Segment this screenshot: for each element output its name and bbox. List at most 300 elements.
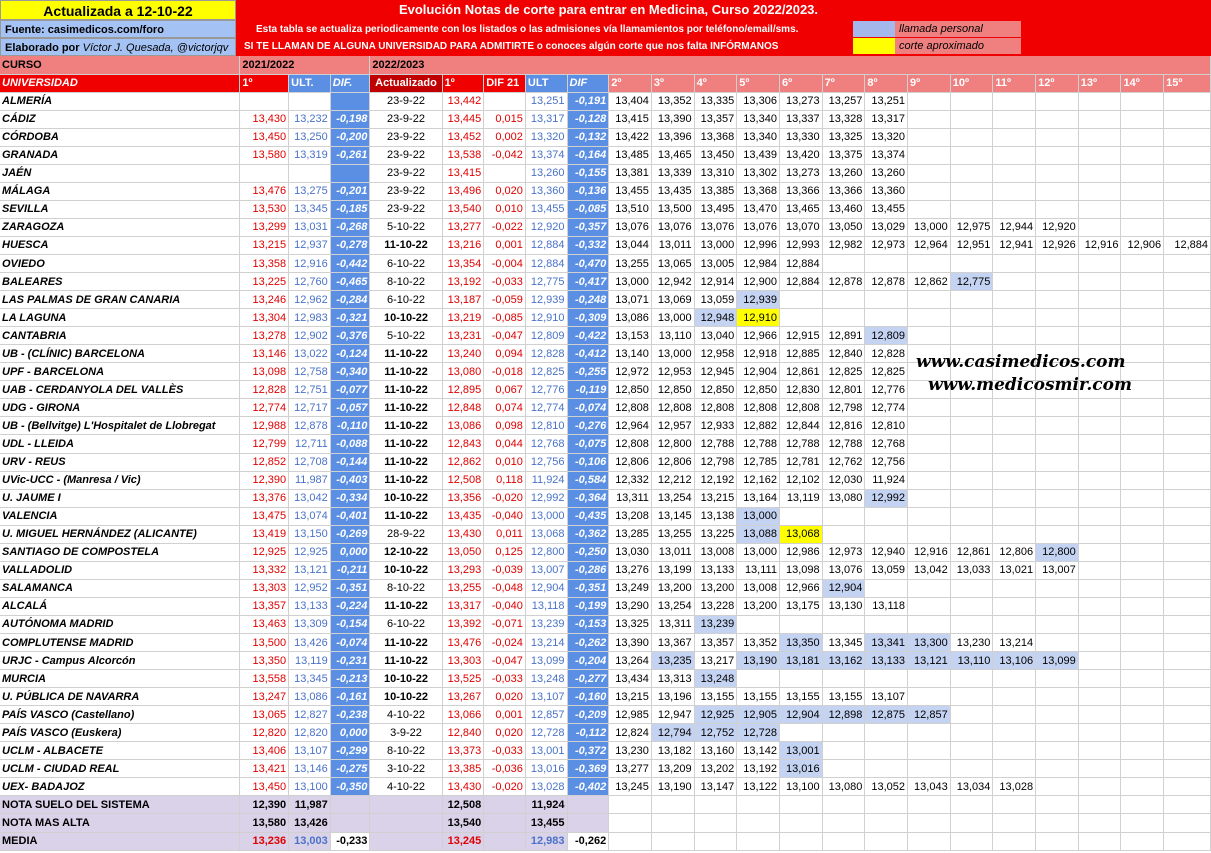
- cut-value: 12,985: [609, 706, 652, 724]
- cut-value: [1164, 724, 1211, 742]
- prev-first-cut: 13,098: [240, 363, 289, 381]
- cut-value: 12,915: [779, 327, 822, 345]
- cut-value: [993, 291, 1036, 309]
- curr-last-cut: 13,360: [525, 182, 567, 200]
- cut-value: 13,155: [694, 688, 737, 706]
- diff-vs-21: 0,074: [484, 399, 526, 417]
- cut-value: 12,785: [737, 453, 780, 471]
- updated-date: 10-10-22: [370, 489, 442, 507]
- cut-value: 12,102: [779, 471, 822, 489]
- cut-value: 12,862: [908, 273, 951, 291]
- cut-value: [1036, 164, 1079, 182]
- cut-value: [950, 615, 993, 633]
- curr-last-cut: 13,260: [525, 164, 567, 182]
- cut-value: [993, 615, 1036, 633]
- cut-value: 12,884: [779, 255, 822, 273]
- summary-empty: [993, 832, 1036, 850]
- prev-first-cut: 13,278: [240, 327, 289, 345]
- table-row: [0, 146, 1211, 164]
- cut-value: [1121, 146, 1164, 164]
- cut-value: 12,905: [737, 706, 780, 724]
- cut-value: [1164, 670, 1211, 688]
- cut-value: [865, 724, 908, 742]
- summary-empty: [1121, 814, 1164, 832]
- table-row: [0, 525, 1211, 543]
- cut-value: 13,076: [609, 218, 652, 236]
- university-name: PAÍS VASCO (Euskera): [0, 724, 240, 742]
- prev-diff: -0,275: [330, 760, 370, 778]
- cut-value: [779, 670, 822, 688]
- cut-value: 13,008: [694, 543, 737, 561]
- prev-diff: -0,077: [330, 381, 370, 399]
- curr-diff: -0,332: [567, 236, 609, 254]
- cut-value: [1121, 724, 1164, 742]
- cut-value: 13,404: [609, 92, 652, 110]
- cut-value: 13,147: [694, 778, 737, 796]
- cut-value: 13,200: [694, 579, 737, 597]
- cut-value: [1121, 543, 1164, 561]
- curr-last-cut: 12,810: [525, 417, 567, 435]
- table-row: [0, 724, 1211, 742]
- cut-value: 12,828: [865, 345, 908, 363]
- cut-value: 13,255: [609, 255, 652, 273]
- curr-first-cut: 13,430: [442, 778, 484, 796]
- prev-first-cut: 13,430: [240, 110, 289, 128]
- updated-date: 11-10-22: [370, 652, 442, 670]
- cut-value: 12,825: [822, 363, 865, 381]
- updated-date: 11-10-22: [370, 507, 442, 525]
- cut-value: [993, 688, 1036, 706]
- updated-date: 11-10-22: [370, 634, 442, 652]
- cut-value: 13,396: [651, 128, 694, 146]
- cut-value: [865, 255, 908, 273]
- cut-value: 13,106: [993, 652, 1036, 670]
- cut-value: 13,340: [737, 128, 780, 146]
- table-row: [0, 273, 1211, 291]
- table-row: [0, 309, 1211, 327]
- prev-first-cut: 13,358: [240, 255, 289, 273]
- summary-empty: [609, 796, 652, 814]
- cut-value: [1121, 706, 1164, 724]
- cut-value: [1078, 200, 1121, 218]
- cut-value: 13,345: [822, 634, 865, 652]
- table-row: [0, 579, 1211, 597]
- legend-swatch-personal: [853, 21, 895, 37]
- summary-empty: [865, 832, 908, 850]
- curr-diff: -0,422: [567, 327, 609, 345]
- updated-date: 11-10-22: [370, 381, 442, 399]
- cut-value: 13,254: [651, 489, 694, 507]
- cut-value: 13,196: [651, 688, 694, 706]
- prev-first-cut: 13,146: [240, 345, 289, 363]
- cut-value: [1078, 110, 1121, 128]
- table-row: [0, 543, 1211, 561]
- table-row: [0, 200, 1211, 218]
- diff-vs-21: -0,059: [484, 291, 526, 309]
- prev-first-cut: 12,390: [240, 471, 289, 489]
- cut-value: [950, 706, 993, 724]
- cut-value: [1078, 507, 1121, 525]
- column-header: 2º: [609, 74, 652, 92]
- cut-value: [1121, 164, 1164, 182]
- prev-diff: -0,088: [330, 435, 370, 453]
- curr-diff: -0,199: [567, 597, 609, 615]
- watermark-line-1: www.casimedicos.com: [916, 352, 1126, 372]
- curr-last-cut: 13,251: [525, 92, 567, 110]
- cut-value: 13,200: [651, 579, 694, 597]
- prev-last-cut: 13,250: [289, 128, 331, 146]
- cut-value: 13,001: [779, 742, 822, 760]
- prev-first-cut: [240, 92, 289, 110]
- summary-row: [0, 832, 1211, 850]
- curr-first-cut: 13,240: [442, 345, 484, 363]
- prev-diff: -0,198: [330, 110, 370, 128]
- cut-value: [950, 597, 993, 615]
- table-row: [0, 453, 1211, 471]
- cut-value: 13,080: [822, 778, 865, 796]
- cut-value: 13,209: [651, 760, 694, 778]
- cut-value: 13,306: [737, 92, 780, 110]
- cut-value: 13,485: [609, 146, 652, 164]
- cut-value: [950, 309, 993, 327]
- cut-value: 12,885: [779, 345, 822, 363]
- cut-value: 13,202: [694, 760, 737, 778]
- cut-value: 12,808: [737, 399, 780, 417]
- cut-value: [1078, 291, 1121, 309]
- prev-diff: -0,284: [330, 291, 370, 309]
- curr-last-cut: 13,317: [525, 110, 567, 128]
- cut-value: 13,439: [737, 146, 780, 164]
- cut-value: [993, 435, 1036, 453]
- cut-value: 13,230: [609, 742, 652, 760]
- cut-value: [1164, 182, 1211, 200]
- curr-first-cut: 13,277: [442, 218, 484, 236]
- cut-value: 13,052: [865, 778, 908, 796]
- summary-empty: [694, 814, 737, 832]
- cut-value: [1164, 543, 1211, 561]
- cut-value: [1078, 579, 1121, 597]
- prev-first-cut: 13,476: [240, 182, 289, 200]
- diff-vs-21: -0,048: [484, 579, 526, 597]
- cut-value: [993, 525, 1036, 543]
- curr-last-cut: 12,939: [525, 291, 567, 309]
- cut-value: 12,781: [779, 453, 822, 471]
- summary-curr-first: 13,540: [442, 814, 484, 832]
- university-name: UCLM - CIUDAD REAL: [0, 760, 240, 778]
- cut-value: [1164, 218, 1211, 236]
- prev-last-cut: 13,042: [289, 489, 331, 507]
- university-name: SEVILLA: [0, 200, 240, 218]
- cut-value: [1121, 200, 1164, 218]
- curr-diff: -0,250: [567, 543, 609, 561]
- cut-value: 13,320: [865, 128, 908, 146]
- cut-value: 12,916: [908, 543, 951, 561]
- diff-vs-21: -0,071: [484, 615, 526, 633]
- summary-row: [0, 814, 1211, 832]
- cut-value: 12,948: [694, 309, 737, 327]
- cut-value: [1121, 634, 1164, 652]
- cut-value: [1078, 561, 1121, 579]
- updated-date: 23-9-22: [370, 110, 442, 128]
- cut-value: 12,972: [609, 363, 652, 381]
- curr-last-cut: 12,920: [525, 218, 567, 236]
- cut-value: [779, 507, 822, 525]
- cut-value: 12,212: [651, 471, 694, 489]
- prev-last-cut: 12,760: [289, 273, 331, 291]
- cut-value: [993, 309, 1036, 327]
- cut-value: 13,357: [694, 634, 737, 652]
- cut-value: 13,007: [1036, 561, 1079, 579]
- cut-value: [1078, 760, 1121, 778]
- cut-value: [1036, 435, 1079, 453]
- cut-value: 12,788: [694, 435, 737, 453]
- cut-value: 13,043: [908, 778, 951, 796]
- cut-value: [950, 489, 993, 507]
- updated-date: 3-9-22: [370, 724, 442, 742]
- updated-date: 23-9-22: [370, 200, 442, 218]
- cut-value: 12,982: [822, 236, 865, 254]
- cut-value: 13,088: [737, 525, 780, 543]
- updated-badge: Actualizada a 12-10-22: [0, 0, 236, 20]
- cut-value: [1078, 218, 1121, 236]
- cut-value: 12,898: [822, 706, 865, 724]
- cut-value: 13,070: [779, 218, 822, 236]
- summary-empty: [609, 814, 652, 832]
- cut-value: [1121, 597, 1164, 615]
- cut-value: 12,192: [694, 471, 737, 489]
- summary-prev-first: 13,580: [240, 814, 289, 832]
- cut-value: 13,248: [694, 670, 737, 688]
- curr-first-cut: 13,452: [442, 128, 484, 146]
- cut-value: [1078, 309, 1121, 327]
- cut-value: 12,752: [694, 724, 737, 742]
- diff-vs-21: 0,125: [484, 543, 526, 561]
- prev-first-cut: 13,376: [240, 489, 289, 507]
- summary-empty: [484, 796, 526, 814]
- cut-value: 13,374: [865, 146, 908, 164]
- diff-vs-21: 0,094: [484, 345, 526, 363]
- cut-value: 12,940: [865, 543, 908, 561]
- cut-value: 13,098: [779, 561, 822, 579]
- curr-last-cut: 13,099: [525, 652, 567, 670]
- cut-value: [822, 507, 865, 525]
- cut-value: 12,808: [651, 399, 694, 417]
- cut-value: 13,071: [609, 291, 652, 309]
- cut-value: 13,215: [694, 489, 737, 507]
- summary-empty: [993, 796, 1036, 814]
- prev-diff: -0,154: [330, 615, 370, 633]
- cut-value: [1164, 309, 1211, 327]
- prev-first-cut: 13,304: [240, 309, 289, 327]
- prev-first-cut: 13,500: [240, 634, 289, 652]
- cut-value: [1121, 291, 1164, 309]
- cut-value: 13,182: [651, 742, 694, 760]
- cut-value: 13,175: [779, 597, 822, 615]
- cut-value: 13,164: [737, 489, 780, 507]
- summary-empty: [651, 796, 694, 814]
- summary-empty: [1036, 832, 1079, 850]
- table-row: [0, 236, 1211, 254]
- table-row: [0, 652, 1211, 670]
- cut-value: [1164, 525, 1211, 543]
- university-name: U. PÚBLICA DE NAVARRA: [0, 688, 240, 706]
- curr-first-cut: 13,066: [442, 706, 484, 724]
- cut-value: [1078, 543, 1121, 561]
- cut-value: 12,973: [822, 543, 865, 561]
- summary-prev-diff: -0,233: [330, 832, 370, 850]
- cut-value: [1078, 615, 1121, 633]
- curr-last-cut: 11,924: [525, 471, 567, 489]
- university-name: URV - REUS: [0, 453, 240, 471]
- cut-value: [908, 128, 951, 146]
- cut-value: 13,110: [651, 327, 694, 345]
- cut-value: [822, 670, 865, 688]
- cut-value: [993, 128, 1036, 146]
- cut-value: 13,000: [908, 218, 951, 236]
- curr-last-cut: 12,884: [525, 236, 567, 254]
- cut-value: 13,260: [822, 164, 865, 182]
- summary-empty: [1164, 832, 1211, 850]
- cut-value: [908, 182, 951, 200]
- cut-value: 13,325: [822, 128, 865, 146]
- cut-value: [865, 507, 908, 525]
- cut-value: [1164, 200, 1211, 218]
- cut-value: 13,435: [651, 182, 694, 200]
- cut-value: [822, 309, 865, 327]
- prev-diff: -0,238: [330, 706, 370, 724]
- cut-value: 12,942: [651, 273, 694, 291]
- prev-last-cut: 12,751: [289, 381, 331, 399]
- cut-value: 13,111: [737, 561, 780, 579]
- cut-value: 13,339: [651, 164, 694, 182]
- prev-last-cut: 13,121: [289, 561, 331, 579]
- cut-value: [950, 724, 993, 742]
- cut-value: 13,325: [609, 615, 652, 633]
- updated-date: 11-10-22: [370, 236, 442, 254]
- curr-last-cut: 13,107: [525, 688, 567, 706]
- curr-first-cut: 12,843: [442, 435, 484, 453]
- cut-value: 13,328: [822, 110, 865, 128]
- curr-diff: -0,155: [567, 164, 609, 182]
- cut-value: 12,964: [609, 417, 652, 435]
- cut-value: 12,728: [737, 724, 780, 742]
- prev-diff: -0,185: [330, 200, 370, 218]
- diff-vs-21: 0,011: [484, 525, 526, 543]
- prev-last-cut: 13,426: [289, 634, 331, 652]
- cut-value: 13,352: [651, 92, 694, 110]
- cut-value: [1164, 760, 1211, 778]
- summary-empty: [1164, 796, 1211, 814]
- column-header: 10º: [950, 74, 993, 92]
- cut-value: 12,986: [779, 543, 822, 561]
- cut-value: [822, 525, 865, 543]
- cut-value: [950, 92, 993, 110]
- prev-diff: -0,211: [330, 561, 370, 579]
- cut-value: 13,155: [779, 688, 822, 706]
- cut-value: [1078, 724, 1121, 742]
- cut-value: 13,239: [694, 615, 737, 633]
- cut-value: 12,030: [822, 471, 865, 489]
- updated-date: 5-10-22: [370, 327, 442, 345]
- prev-diff: -0,201: [330, 182, 370, 200]
- cut-value: [1036, 471, 1079, 489]
- cut-value: [993, 399, 1036, 417]
- cut-value: 12,810: [865, 417, 908, 435]
- summary-curr-first: 12,508: [442, 796, 484, 814]
- cut-value: 13,317: [865, 110, 908, 128]
- cut-value: [950, 525, 993, 543]
- prev-diff: [330, 164, 370, 182]
- prev-diff: -0,144: [330, 453, 370, 471]
- cut-value: 12,975: [950, 218, 993, 236]
- cut-value: [822, 742, 865, 760]
- table-row: [0, 255, 1211, 273]
- summary-curr-diff: [567, 796, 609, 814]
- curr-last-cut: 13,455: [525, 200, 567, 218]
- cut-value: [908, 489, 951, 507]
- cut-value: [1036, 597, 1079, 615]
- column-header: 13º: [1078, 74, 1121, 92]
- cut-value: 13,145: [651, 507, 694, 525]
- cut-value: 13,390: [651, 110, 694, 128]
- cut-value: 12,774: [865, 399, 908, 417]
- curso-row: [0, 56, 1211, 74]
- cut-value: [1036, 489, 1079, 507]
- cut-value: 13,086: [609, 309, 652, 327]
- cut-value: 13,257: [822, 92, 865, 110]
- column-header: 1º: [442, 74, 484, 92]
- cut-value: 13,302: [737, 164, 780, 182]
- curr-first-cut: 13,086: [442, 417, 484, 435]
- cut-value: 13,375: [822, 146, 865, 164]
- summary-empty: [779, 796, 822, 814]
- cut-value: [993, 670, 1036, 688]
- updated-date: 12-10-22: [370, 543, 442, 561]
- cut-value: 12,798: [694, 453, 737, 471]
- cut-value: 13,367: [651, 634, 694, 652]
- cut-value: 13,273: [779, 164, 822, 182]
- cut-value: [993, 255, 1036, 273]
- prev-last-cut: 13,319: [289, 146, 331, 164]
- cut-value: [1121, 92, 1164, 110]
- summary-prev-diff: [330, 814, 370, 832]
- cut-value: 13,390: [609, 634, 652, 652]
- university-name: MURCIA: [0, 670, 240, 688]
- cut-value: [779, 309, 822, 327]
- cut-value: 13,285: [609, 525, 652, 543]
- cut-value: 12,800: [1036, 543, 1079, 561]
- prev-diff: -0,401: [330, 507, 370, 525]
- curr-diff: -0,276: [567, 417, 609, 435]
- curr-first-cut: 12,508: [442, 471, 484, 489]
- prev-last-cut: 12,820: [289, 724, 331, 742]
- cut-value: [1121, 670, 1164, 688]
- cut-value: 12,993: [779, 236, 822, 254]
- cut-value: [1121, 255, 1164, 273]
- cut-value: [779, 724, 822, 742]
- curr-first-cut: 12,848: [442, 399, 484, 417]
- cut-value: [822, 724, 865, 742]
- curr-last-cut: 13,214: [525, 634, 567, 652]
- curr-first-cut: 13,080: [442, 363, 484, 381]
- cut-value: [950, 742, 993, 760]
- cut-value: [1078, 417, 1121, 435]
- cut-value: 13,065: [651, 255, 694, 273]
- cut-value: [908, 164, 951, 182]
- prev-diff: -0,350: [330, 778, 370, 796]
- curr-first-cut: 13,216: [442, 236, 484, 254]
- cut-value: 12,806: [651, 453, 694, 471]
